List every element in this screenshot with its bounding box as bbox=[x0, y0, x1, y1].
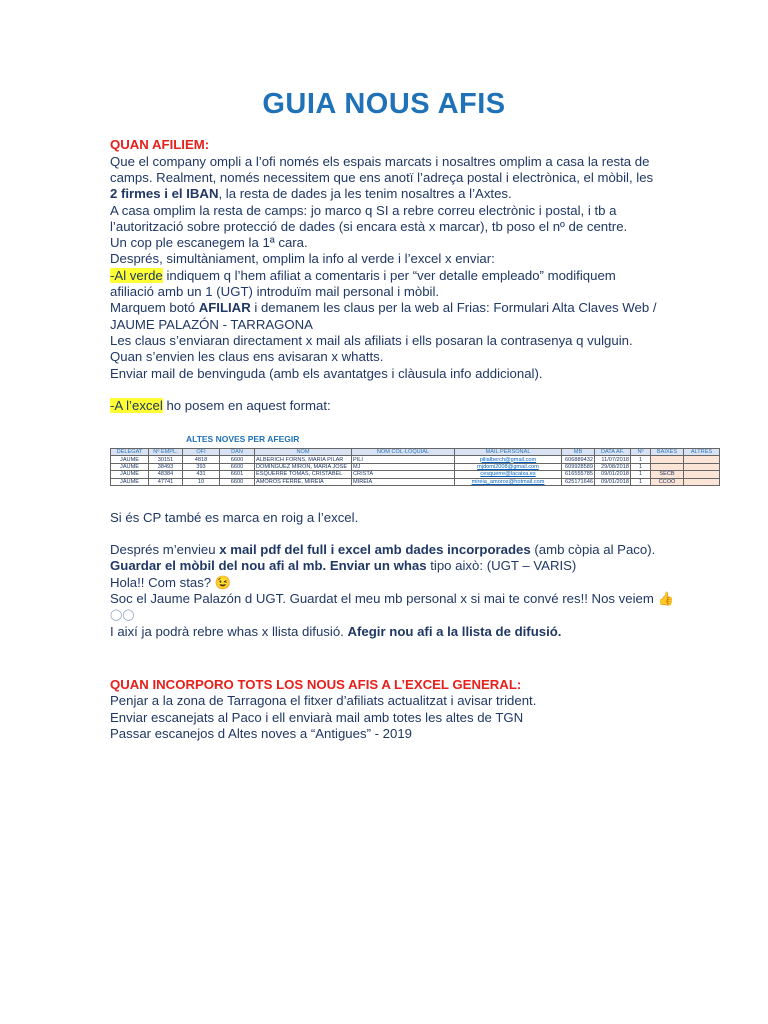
text-line bbox=[110, 186, 670, 202]
bold-text: AFILIAR bbox=[198, 300, 251, 315]
text-line bbox=[110, 300, 670, 316]
text-line: JAUME PALAZÓN - TARRAGONA bbox=[110, 317, 313, 332]
table-cell: JAUME bbox=[111, 478, 149, 485]
text-line: Passar escanejos d Altes noves a “Antigues” - 2019 bbox=[110, 726, 413, 741]
table-cell: 47741 bbox=[149, 478, 183, 485]
bold-text: Guardar el mòbil del nou afi al mb. Enviar un whas bbox=[110, 558, 427, 573]
table-cell: 6600 bbox=[220, 456, 255, 463]
table-cell: ALBERICH FORNS, MARIA PILAR bbox=[255, 456, 352, 463]
bold-text: Afegir nou afi a la llista de difusió. bbox=[347, 624, 562, 639]
table-cell: SECB bbox=[651, 471, 684, 478]
header-cell: ALTRES bbox=[684, 449, 720, 456]
table-cell: CCOO bbox=[651, 478, 684, 485]
header-cell: DAN bbox=[220, 449, 255, 456]
table-cell: 11/07/2018 bbox=[595, 456, 631, 463]
table-cell: 6600 bbox=[220, 478, 255, 485]
header-cell: MAIL PERSONAL bbox=[455, 449, 562, 456]
text-span: i demanem les claus per la web al Frias: Formulari Alta Claves Web / bbox=[250, 300, 657, 315]
text-span: (amb còpia al Paco). bbox=[530, 542, 656, 557]
header-cell: Nº bbox=[631, 449, 651, 456]
text-line: camps. Realment, només necessitem que ens anotï l’adreça postal i electrònica, el mòbil, les bbox=[110, 170, 654, 185]
table-cell: 09/01/2018 bbox=[595, 478, 631, 485]
text-line bbox=[110, 542, 670, 558]
header-cell: MB bbox=[562, 449, 595, 456]
table-cell: 48384 bbox=[149, 471, 183, 478]
header-cell: NOM COL·LOQUIAL bbox=[352, 449, 455, 456]
table-cell: AMOROS FERRE, MIREIA bbox=[255, 478, 352, 485]
header-cell: Nº EMPL. bbox=[149, 449, 183, 456]
text-line: A casa omplim la resta de camps: jo marco q SI a rebre correu electrònic i postal, i tb a bbox=[110, 203, 617, 218]
table-cell: 09/01/2018 bbox=[595, 471, 631, 478]
emoji-placeholder: ◯◯ bbox=[110, 609, 135, 621]
table-cell: JAUME bbox=[111, 471, 149, 478]
text-line bbox=[110, 624, 670, 640]
text-line: Enviar mail de benvinguda (amb els avantatges i clàusula info addicional). bbox=[110, 366, 543, 381]
text-span: Marquem botó bbox=[110, 300, 199, 315]
header-cell: NOM bbox=[255, 449, 352, 456]
text-line: Un cop ple escanegem la 1ª cara. bbox=[110, 235, 308, 250]
text-span: ho posem en aquest format: bbox=[162, 398, 331, 413]
text-line: afiliació amb un 1 (UGT) introduïm mail personal i mòbil. bbox=[110, 284, 440, 299]
text-span: Després m’envieu bbox=[110, 542, 220, 557]
text-line: Penjar a la zona de Tarragona el fitxer d’afiliats actualitzat i avisar trident. bbox=[110, 693, 537, 708]
page-title: GUIA NOUS AFIS bbox=[262, 88, 506, 120]
mail-link[interactable]: pilialberch@gmail.com bbox=[455, 456, 562, 463]
table-cell: MJ bbox=[352, 463, 455, 470]
table-cell: JAUME bbox=[111, 456, 149, 463]
table-cell bbox=[684, 456, 720, 463]
section-heading-excel-general: QUAN INCORPORO TOTS LOS NOUS AFIS A L’EXCEL GENERAL: bbox=[110, 677, 522, 692]
table-cell: 38493 bbox=[149, 463, 183, 470]
table-cell bbox=[684, 478, 720, 485]
highlight-al-verde: -Al verde bbox=[110, 268, 163, 283]
table-cell: 1 bbox=[631, 456, 651, 463]
text-line: Soc el Jaume Palazón d UGT. Guardat el meu mb personal x si mai te convé res!! Nos veiem 👍 bbox=[110, 591, 674, 606]
table-cell: 1 bbox=[631, 478, 651, 485]
header-cell: BAIXES bbox=[651, 449, 684, 456]
text-line bbox=[110, 558, 670, 574]
table-cell bbox=[684, 463, 720, 470]
table-cell: 4818 bbox=[183, 456, 220, 463]
table-cell: 609928589 bbox=[562, 463, 595, 470]
excel-header-row bbox=[111, 449, 720, 456]
text-line: Les claus s’enviaran directament x mail als afiliats i ells posaran la contrasenya q vulguin. bbox=[110, 333, 633, 348]
text-span: , la resta de dades ja les tenim nosaltres a l’Axtes. bbox=[218, 186, 512, 201]
text-line: Quan s’envien les claus ens avisaran x whatts. bbox=[110, 349, 384, 364]
bold-text: x mail pdf del full i excel amb dades incorporades bbox=[219, 542, 531, 557]
text-line: l’autorització sobre protecció de dades (si encara està x marcar), tb poso el nº de centre. bbox=[110, 219, 628, 234]
excel-table bbox=[110, 448, 720, 486]
table-cell: MIREIA bbox=[352, 478, 455, 485]
highlight-a-lexcel: -A l’excel bbox=[110, 398, 163, 413]
table-cell: 1 bbox=[631, 471, 651, 478]
table-cell: 30151 bbox=[149, 456, 183, 463]
table-cell: ESQUERRE TOMAS, CRISTABEL bbox=[255, 471, 352, 478]
table-row bbox=[111, 456, 720, 463]
text-line: Hola!! Com stas? 😉 bbox=[110, 575, 232, 590]
header-cell: DELEGAT bbox=[111, 449, 149, 456]
table-cell: 29/08/2018 bbox=[595, 463, 631, 470]
table-cell: 616555785 bbox=[562, 471, 595, 478]
mail-link[interactable]: cesquerre@lacaixa.es bbox=[455, 471, 562, 478]
text-span: indiquem q l’hem afiliat a comentaris i per “ver detalle empleado” modifiquem bbox=[162, 268, 616, 283]
table-cell bbox=[651, 456, 684, 463]
table-cell: DOMINGUEZ MIRON, MARIA JOSE bbox=[255, 463, 352, 470]
header-cell: OFI bbox=[183, 449, 220, 456]
text-line bbox=[110, 398, 670, 414]
text-line: Enviar escanejats al Paco i ell enviarà mail amb totes les altes de TGN bbox=[110, 710, 524, 725]
table-cell bbox=[684, 471, 720, 478]
mail-link[interactable]: mireia_amoros@hotmail.com bbox=[455, 478, 562, 485]
table-cell: CRISTA bbox=[352, 471, 455, 478]
table-cell: 625171646 bbox=[562, 478, 595, 485]
excel-title: ALTES NOVES PER AFEGIR bbox=[186, 434, 300, 444]
table-row bbox=[111, 478, 720, 485]
table-cell bbox=[651, 463, 684, 470]
text-line: Que el company ompli a l’ofi només els espais marcats i nosaltres omplim a casa la resta de bbox=[110, 154, 650, 169]
table-cell: JAUME bbox=[111, 463, 149, 470]
table-cell: 10 bbox=[183, 478, 220, 485]
text-span: tipo això: (UGT – VARIS) bbox=[426, 558, 577, 573]
table-cell: PILI bbox=[352, 456, 455, 463]
table-cell: 606889432 bbox=[562, 456, 595, 463]
header-cell: DATA AF. bbox=[595, 449, 631, 456]
text-line: Després, simultàniament, omplim la info al verde i l’excel x enviar: bbox=[110, 251, 495, 266]
table-row bbox=[111, 463, 720, 470]
table-cell: 6600 bbox=[220, 463, 255, 470]
text-line: Si és CP també es marca en roig a l’excel. bbox=[110, 510, 359, 525]
section-heading-afiliem: QUAN AFILIEM: bbox=[110, 137, 210, 152]
table-cell: 6601 bbox=[220, 471, 255, 478]
table-cell: 1 bbox=[631, 463, 651, 470]
mail-link[interactable]: mjdomi2008@gmail.com bbox=[455, 463, 562, 470]
bold-text: 2 firmes i el IBAN bbox=[110, 186, 219, 201]
table-cell: 431 bbox=[183, 471, 220, 478]
text-span: I així ja podrà rebre whas x llista difusió. bbox=[110, 624, 348, 639]
text-line bbox=[110, 268, 670, 284]
table-cell: 393 bbox=[183, 463, 220, 470]
table-row bbox=[111, 471, 720, 478]
